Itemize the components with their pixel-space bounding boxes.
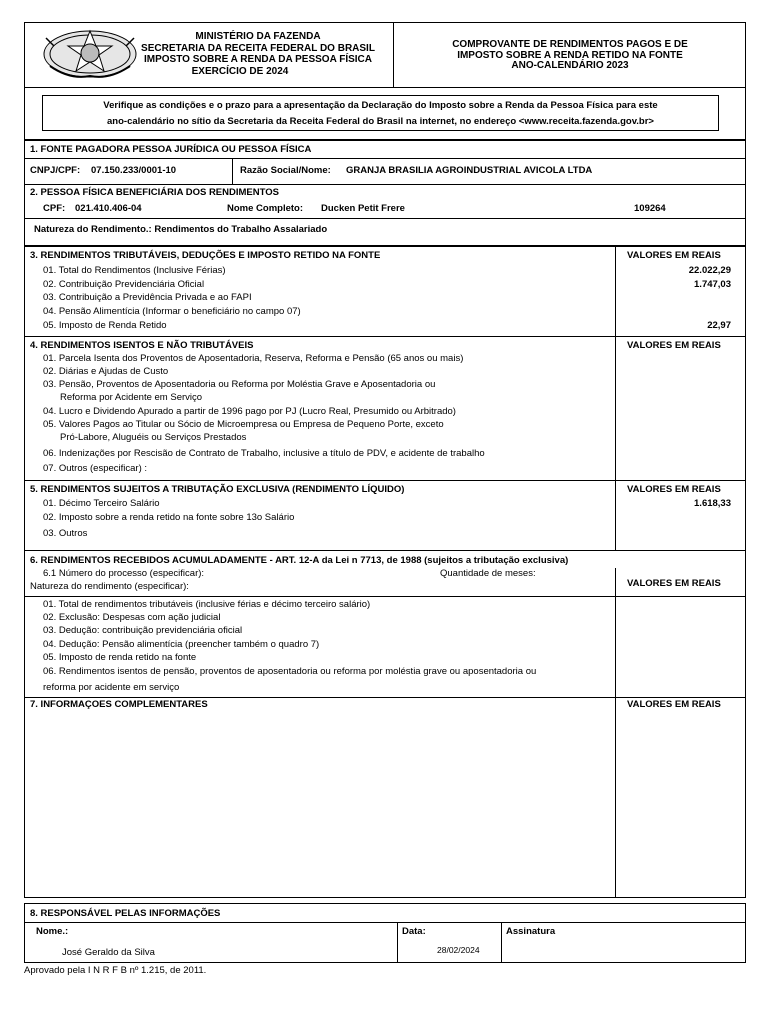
ministry-block [140, 31, 400, 77]
ministry-line: MINISTÉRIO DA FAZENDA [195, 31, 321, 42]
title-line: IMPOSTO SOBRE A RENDA RETIDO NA FONTE [457, 49, 683, 61]
responsible-name-label: Nome.: [36, 926, 69, 937]
section5-title: 5. RENDIMENTOS SUJEITOS A TRIBUTAÇÃO EXCLUSIVA (RENDIMENTO LÍQUIDO) [30, 484, 405, 495]
section4-item: 03. Pensão, Proventos de Aposentadoria ou Reforma por Moléstia Grave e Aposentadoria ou [43, 379, 436, 390]
razao-label: Razão Social/Nome: [240, 165, 331, 176]
section4-item: 05. Valores Pagos ao Titular ou Sócio de Microempresa ou Empresa de Pequeno Porte, exceto [43, 419, 444, 430]
section2-title: 2. PESSOA FÍSICA BENEFICIÁRIA DOS RENDIMENTOS [30, 187, 279, 198]
section4-item: 02. Diárias e Ajudas de Custo [43, 366, 169, 377]
section3-value: 22,97 [707, 320, 731, 331]
section6-meses: Quantidade de meses: [440, 568, 536, 579]
section3-item: 01. Total do Rendimentos (Inclusive Férias) [43, 265, 226, 276]
razao-value: GRANJA BRASILIA AGROINDUSTRIAL AVICOLA LTDA [346, 165, 593, 176]
ministry-line: SECRETARIA DA RECEITA FEDERAL DO BRASIL [141, 42, 375, 54]
section6-item: 06. Rendimentos isentos de pensão, proventos de aposentadoria ou reforma por moléstia grave ou aposentadoria ou [43, 666, 537, 677]
section3-item: 04. Pensão Alimentícia (Informar o beneficiário no campo 07) [43, 306, 301, 317]
section1-title: 1. FONTE PAGADORA PESSOA JURÍDICA OU PESSOA FÍSICA [30, 144, 312, 155]
notice-line: Verifique as condições e o prazo para a apresentação da Declaração do Imposto sobre a Renda da Pessoa Física para este [103, 100, 658, 111]
section5-value: 1.618,33 [694, 498, 731, 509]
date-label: Data: [402, 926, 426, 937]
section7-box [24, 697, 746, 898]
section7-values-header: VALORES EM REAIS [627, 699, 721, 710]
section4-item: Reforma por Acidente em Serviço [60, 392, 203, 403]
section3-value: 22.022,29 [688, 265, 731, 276]
approval-footer: Aprovado pela I N R F B nº 1.215, de 2011. [24, 965, 207, 976]
responsible-name: José Geraldo da Silva [62, 947, 155, 958]
section5-item: 01. Décimo Terceiro Salário [43, 498, 160, 509]
document-title [400, 40, 740, 72]
section5-values-header: VALORES EM REAIS [627, 484, 721, 495]
section5-item: 03. Outros [43, 528, 88, 539]
ministry-line: EXERCÍCIO DE 2024 [191, 65, 289, 77]
natureza-rendimento: Natureza do Rendimento.: Rendimentos do Trabalho Assalariado [34, 224, 328, 235]
section6-item: 04. Dedução: Pensão alimentícia (preencher também o quadro 7) [43, 639, 320, 650]
section6-title: 6. RENDIMENTOS RECEBIDOS ACUMULADAMENTE - ART. 12-A da Lei n 7713, de 1988 (sujeitos a tributação exclusiva) [30, 555, 569, 566]
date-value: 28/02/2024 [437, 945, 480, 955]
signature-label: Assinatura [506, 926, 556, 937]
section6-item: 03. Dedução: contribuição previdenciária oficial [43, 625, 243, 636]
section6-values-header: VALORES EM REAIS [627, 578, 721, 589]
section6-item: reforma por acidente em serviço [43, 682, 180, 693]
section4-item: 01. Parcela Isenta dos Proventos de Aposentadoria, Reserva, Reforma e Pensão (65 anos ou mais) [43, 353, 464, 364]
nome-label: Nome Completo: [227, 203, 303, 214]
section6-item: 02. Exclusão: Despesas com ação judicial [43, 612, 221, 623]
section5-item: 02. Imposto sobre a renda retido na fonte sobre 13o Salário [43, 512, 295, 523]
section6-processo: 6.1 Número do processo (especificar): [43, 568, 205, 579]
beneficiary-code: 109264 [634, 203, 666, 214]
section8-title: 8. RESPONSÁVEL PELAS INFORMAÇÕES [30, 908, 221, 919]
section3-item: 02. Contribuição Previdenciária Oficial [43, 279, 205, 290]
section4-item: 04. Lucro e Dividendo Apurado a partir de 1996 pago por PJ (Lucro Real, Presumido ou Arbitrado) [43, 406, 456, 417]
cpf-label: CPF: [43, 203, 66, 214]
section4-item: Pró-Labore, Aluguéis ou Serviços Prestados [60, 432, 247, 443]
title-line: COMPROVANTE DE RENDIMENTOS PAGOS E DE [452, 39, 688, 50]
section6-natureza: Natureza do rendimento (especificar): [30, 581, 189, 592]
section4-title: 4. RENDIMENTOS ISENTOS E NÃO TRIBUTÁVEIS [30, 340, 254, 351]
section3-title: 3. RENDIMENTOS TRIBUTÁVEIS, DEDUÇÕES E IMPOSTO RETIDO NA FONTE [30, 250, 381, 261]
cnpj-value: 07.150.233/0001-10 [91, 165, 177, 176]
notice-text [42, 98, 719, 130]
title-line: ANO-CALENDÁRIO 2023 [511, 60, 629, 71]
section6-item: 01. Total de rendimentos tributáveis (inclusive férias e décimo terceiro salário) [43, 599, 371, 610]
ministry-line: IMPOSTO SOBRE A RENDA DA PESSOA FÍSICA [144, 54, 372, 65]
nome-value: Ducken Petit Frere [321, 203, 405, 214]
section6-item: 05. Imposto de renda retido na fonte [43, 652, 197, 663]
section4-item: 06. Indenizações por Rescisão de Contrato de Trabalho, inclusive a título de PDV, e acidente de trabalho [43, 448, 485, 459]
section4-item: 07. Outros (especificar) : [43, 463, 148, 474]
section3-item: 05. Imposto de Renda Retido [43, 320, 167, 331]
brazil-coat-of-arms-icon [40, 26, 140, 82]
cpf-value: 021.410.406-04 [75, 203, 142, 214]
section7-title: 7. INFORMAÇOES COMPLEMENTARES [30, 699, 208, 710]
section3-values-header: VALORES EM REAIS [627, 250, 721, 261]
notice-line: ano-calendário no sítio da Secretaria da Receita Federal do Brasil na internet, no endereço <www.receita.fazenda.gov.br> [107, 116, 654, 127]
section4-values-header: VALORES EM REAIS [627, 340, 721, 351]
cnpj-label: CNPJ/CPF: [30, 165, 81, 176]
section3-value: 1.747,03 [694, 279, 731, 290]
section3-item: 03. Contribuição a Previdência Privada e ao FAPI [43, 292, 252, 303]
